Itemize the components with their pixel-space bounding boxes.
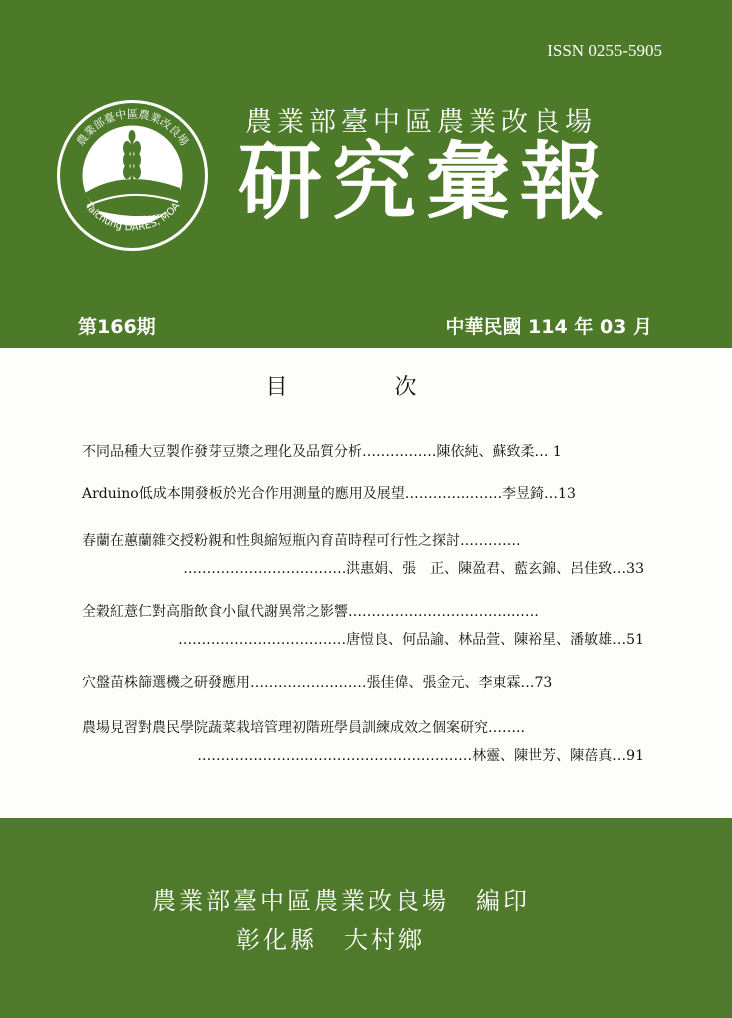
cover-header — [0, 0, 732, 348]
toc-entry-6-authors: …………………..………………………………林靈、陳世芳、陳蓓真…91 — [197, 748, 644, 764]
issn: ISSN 0255-5905 — [547, 41, 662, 60]
toc-entry-4: 全穀紅薏仁對高脂飲食小鼠代謝異常之影響……………………………..…… — [82, 604, 539, 620]
publication-date: 中華民國 114 年 03 月 — [445, 316, 652, 338]
publisher-location: 彰化縣 大村鄉 — [236, 926, 425, 954]
toc-entry-1: 不同品種大豆製作發芽豆漿之理化及品質分析……….……陳依純、蘇致柔… 1 — [82, 444, 562, 460]
svg-text:農業部臺中區農業改良場: 農業部臺中區農業改良場 — [74, 107, 191, 149]
issue-number: 第166期 — [78, 316, 156, 338]
toc-heading: 目 次 — [265, 375, 467, 400]
toc-entry-6: 農場見習對農民學院蔬菜栽培管理初階班學員訓練成效之個案研究…….. — [82, 720, 525, 736]
toc-entry-2: Arduino低成本開發板於光合作用測量的應用及展望…………..…….李昱錡…13 — [82, 486, 576, 502]
agency-logo-icon — [55, 98, 210, 253]
toc-entry-3: 春蘭在蕙蘭雜交授粉親和性與縮短瓶內育苗時程可行性之探討…………. — [82, 533, 521, 549]
cover-footer — [0, 818, 732, 1018]
svg-text:1902: 1902 — [145, 210, 163, 218]
toc-entry-5: 穴盤苗株篩選機之研發應用……………….……張佳偉、張金元、李東霖…73 — [82, 675, 553, 691]
journal-title: 研究彙報 — [238, 133, 615, 231]
toc-entry-4-authors: ………………………………唐愷良、何品諭、林品萱、陳裕星、潘敏雄…51 — [178, 632, 644, 648]
publisher-line: 農業部臺中區農業改良場 編印 — [152, 887, 530, 915]
svg-text:Taichung DARES, MOA: Taichung DARES, MOA — [82, 200, 183, 234]
organization-name: 農業部臺中區農業改良場 — [245, 107, 597, 138]
toc-entry-3-authors: …………………….……….洪惠娟、張 正、陳盈君、藍玄錦、呂佳致…33 — [183, 561, 644, 577]
